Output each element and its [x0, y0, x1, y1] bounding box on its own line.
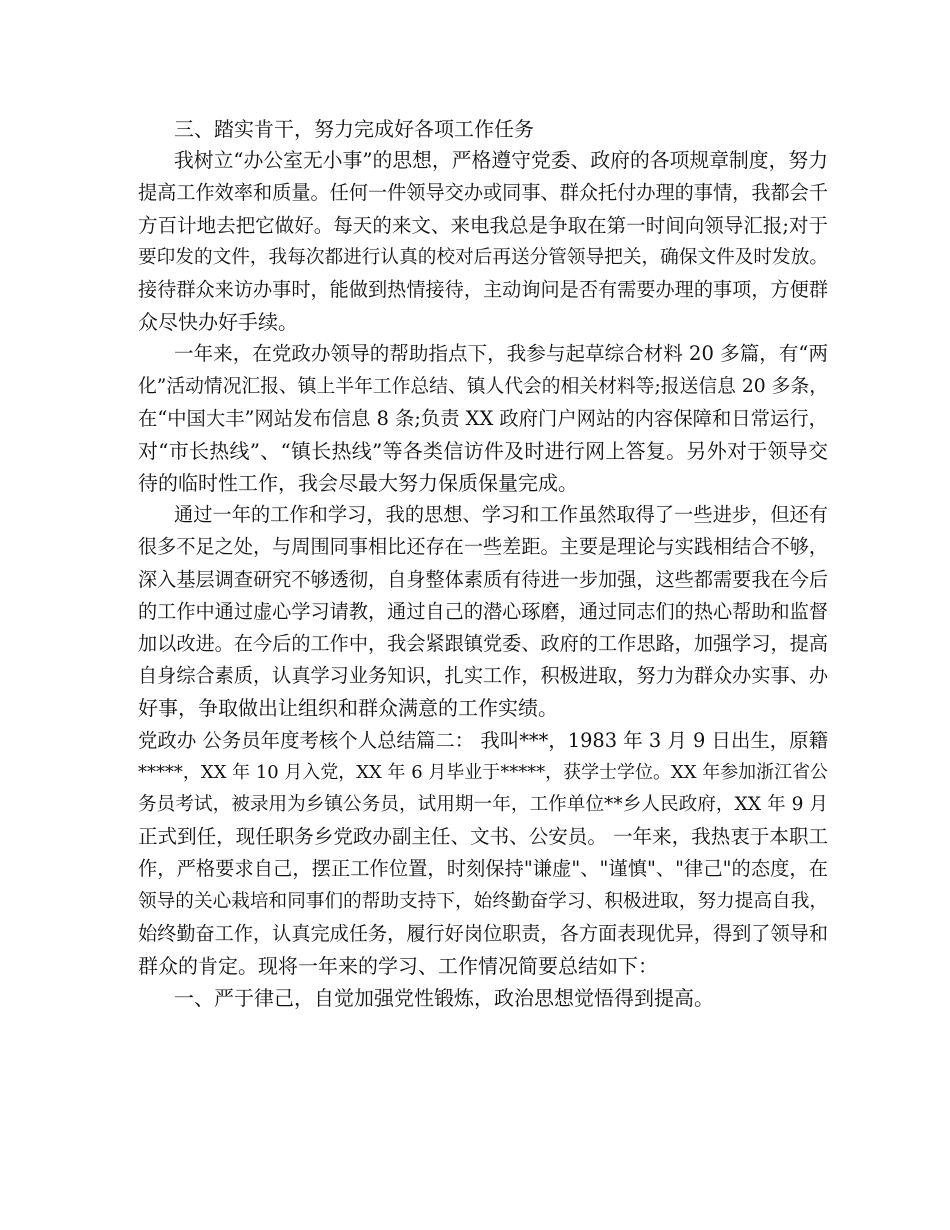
text-line: 待的临时性工作，我会尽最大努力保质保量完成。 — [138, 471, 578, 496]
text-line: 始终勤奋工作，认真完成任务，履行好岗位职责，各方面表现优异，得到了领导和 — [138, 921, 828, 945]
text-line: 众尽快办好手续。 — [138, 310, 298, 335]
text-line: 一年来，在党政办领导的帮助指点下，我参与起草综合材料 20 多篇，有“两 — [174, 342, 828, 366]
text-line: 在“中国大丰”网站发布信息 8 条;负责 XX 政府门户网站的内容保障和日常运行， — [138, 406, 828, 430]
text-line: 要印发的文件，我每次都进行认真的校对后再送分管领导把关，确保文件及时发放。 — [138, 246, 828, 268]
text-line: 一、严于律己，自觉加强党性锻炼，政治思想觉悟得到提高。 — [174, 986, 714, 1011]
text-line: 加以改进。在今后的工作中，我会紧跟镇党委、政府的工作思路，加强学习，提高 — [138, 632, 828, 655]
text-line: 化”活动情况汇报、镇上半年工作总结、镇人代会的相关材料等;报送信息 20 多条， — [138, 375, 828, 397]
text-line: 对“市长热线”、“镇长热线”等各类信访件及时进行网上答复。另外对于领导交 — [138, 438, 828, 463]
text-line: 群众的肯定。现将一年来的学习、工作情况简要总结如下： — [138, 953, 658, 978]
text-line: 接待群众来访办事时，能做到热情接待，主动询问是否有需要办理的事项，方便群 — [138, 277, 828, 301]
text-line: 很多不足之处，与周围同事相比还存在一些差距。主要是理论与实践相结合不够， — [138, 535, 828, 559]
text-line: *****，XX 年 10 月入党，XX 年 6 月毕业于*****，获学士学位。XX 年参加浙江省公 — [138, 761, 828, 783]
text-line: 提高工作效率和质量。任何一件领导交办或同事、群众托付办理的事情，我都会千 — [138, 181, 828, 205]
text-line: 深入基层调查研究不够透彻，自身整体素质有待进一步加强，这些都需要我在今后 — [138, 567, 828, 591]
text-line: 三、踏实肯干，努力完成好各项工作任务 — [174, 117, 534, 141]
text-line: 我树立“办公室无小事”的思想，严格遵守党委、政府的各项规章制度，努力 — [174, 149, 828, 173]
text-line: 方百计地去把它做好。每天的来文、来电我总是争取在第一时间向领导汇报;对于 — [138, 213, 828, 237]
document-body — [138, 113, 828, 1014]
text-line: 的工作中通过虚心学习请教，通过自己的潜心琢磨，通过同志们的热心帮助和监督 — [138, 599, 828, 623]
text-line: 自身综合素质，认真学习业务知识，扎实工作，积极进取，努力为群众办实事、办 — [138, 664, 828, 688]
text-line: 好事，争取做出让组织和群众满意的工作实绩。 — [138, 696, 558, 721]
text-line: 领导的关心栽培和同事们的帮助支持下，始终勤奋学习、积极进取，努力提高自我， — [138, 890, 828, 912]
text-line: 党政办 公务员年度考核个人总结篇二： 我叫***，1983 年 3 月 9 日出生，原籍 — [138, 728, 828, 752]
text-line: 正式到任，现任职务乡党政办副主任、文书、公安员。 一年来，我热衷于本职工 — [138, 825, 828, 849]
text-line: 通过一年的工作和学习，我的思想、学习和工作虽然取得了一些进步，但还有 — [174, 503, 828, 527]
text-line: 作，严格要求自己，摆正工作位置，时刻保持"谦虚"、"谨慎"、"律己"的态度，在 — [138, 857, 828, 881]
text-line: 务员考试，被录用为乡镇公务员，试用期一年，工作单位**乡人民政府，XX 年 9 月 — [138, 793, 828, 815]
